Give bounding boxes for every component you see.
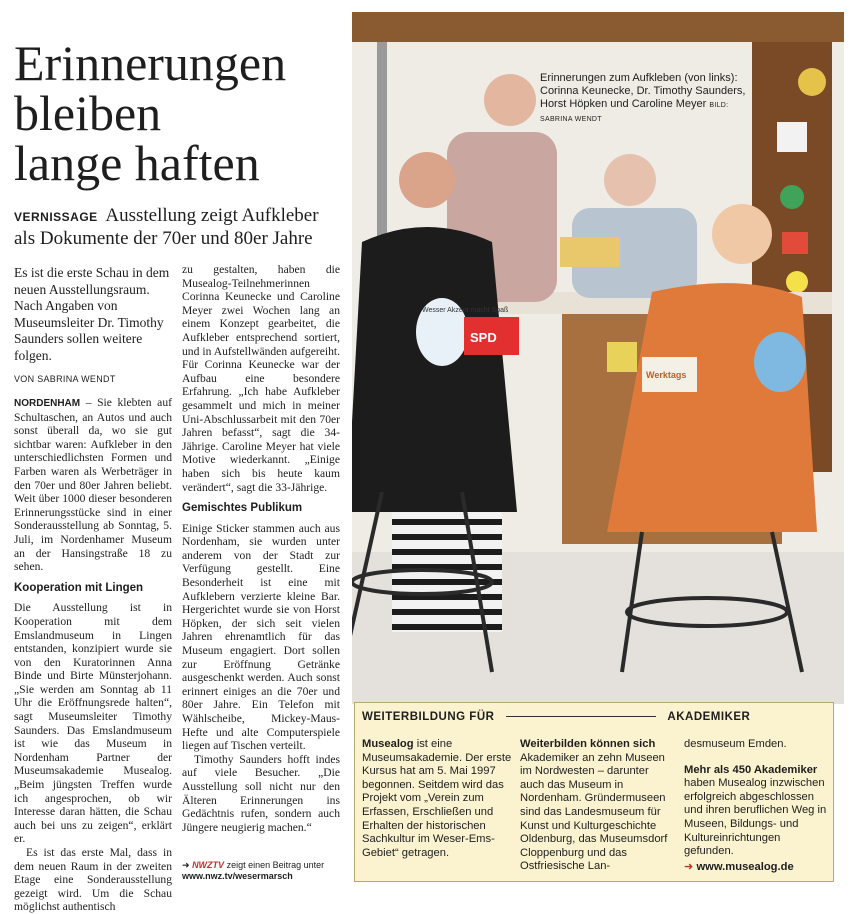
paragraph: Einige Sticker stammen auch aus Nordenham, sie wurden unter anderem von der Stadt zur Verfügung gestellt. Eine Besonderheit ist eine mit Aufklebern verzierte kleine Bar. Hergerichtet wurde sie von Horst Höpken, der sich seit vielen Jahren ehrenamtlich für das Museum engagiert. Dort sollen zur Eröffnung Getränke ausgeschenkt werden. Auch sonst erinnert einiges an die 70er und 80er Jahre. Ein Telefon mit Wählscheibe, Mickey-Maus-Hefte und alte Computerspiele liegen auf Tischen verteilt.: [182, 521, 340, 753]
paragraph: Timothy Saunders hofft indes auf viele Besucher. „Die Ausstellung soll nicht nur den Älteren Erinnerungen ins Gedächtnis rufen, sondern auch Jüngere neugierig machen.“: [182, 752, 340, 834]
arrow-icon: ➜: [182, 860, 190, 870]
info-link-row: [684, 861, 828, 875]
paragraph: Es ist das erste Mal, dass in dem neuen Raum in der zweiten Etage eine Sonderausstellung gezeigt wird. Um die Schau möglichst authentisch: [14, 846, 172, 914]
sticker-text: Werktags: [646, 370, 687, 380]
info-text: haben Musealog inzwischen erfolgreich abgeschlossen und ihren beruflichen Weg in Museen, Bildungs- und Kultureinrichtungen gefunden.: [684, 777, 827, 858]
info-lead: Mehr als 450 Akademiker: [684, 763, 818, 776]
kicker: VERNISSAGE: [14, 210, 98, 224]
paragraph-text: – Sie klebten auf Schultaschen, an Autos und auch sonst überall da, wo sie gut sichtbar waren: Aufkleber in den unterschiedlichsten Formen und Farben waren als Werbeträger in den 70er und 80er Jahren beliebt. Weit über 1000 dieser besonderen Erinnerungsstücke sind in einer Sonderausstellung ab Sonntag, 5. Juli, im Nordenhamer Museum an der Hansingstraße 18 zu sehen.: [14, 396, 172, 574]
section-heading: Gemischtes Publikum: [182, 502, 303, 515]
sticker-text: SPD: [470, 330, 497, 345]
info-text: Akademiker an zehn Museen im Nordwesten – darunter auch das Museum in Nordenham. Gründermuseen sind das Landesmuseum für Kunst und Kulturgeschichte Oldenburg, das Museumsdorf Cloppenburg und das Ostfriesische Lan-: [520, 751, 668, 873]
headline: [14, 35, 344, 191]
headline-line: bleiben: [14, 85, 162, 141]
byline: VON SABRINA WENDT: [14, 374, 116, 384]
info-box-column-2: [520, 738, 672, 874]
nwz-tv-link[interactable]: www.nwz.tv/wesermarsch: [182, 871, 293, 881]
caption-text: Erinnerungen zum Aufkleben (von links): Corinna Keunecke, Dr. Timothy Saunders, Horst Höpken und Caroline Meyer: [540, 72, 746, 110]
sticker-text: Wesser Akzent macht Spaß: [422, 307, 509, 314]
photo-caption: [540, 72, 760, 126]
info-box-title: [362, 711, 750, 723]
article-column-2: [182, 263, 340, 834]
section-heading: Kooperation mit Lingen: [14, 581, 144, 594]
bar-roof: [352, 12, 844, 42]
dateline: NORDENHAM: [14, 398, 81, 409]
photo-credit: BILD: SABRINA WENDT: [540, 102, 729, 123]
headline-line: lange haften: [14, 135, 260, 191]
paragraph: zu gestalten, haben die Musealog-Teilnehmerinnen Corinna Keunecke und Caroline Meyer zwei Wochen lang an einem Konzept gearbeitet, die Aufkleber entsprechend sortiert, und in Aufstellwänden aufgereiht. Für Corinna Keunecke war der Aufbau eine besondere Erfahrung. „Ich habe Aufkleber gesammelt und mich in meiner Uni-Abschlussarbeit mit den 70er Jahren befasst“, sagt die 34-Jährige. Caroline Meyer hat viele Motive wiederkannt. „Einige haben sich bis heute kaum verändert“, sagt die 33-Jährige.: [182, 263, 340, 494]
intro: Es ist die erste Schau in dem neuen Ausstellungsraum. Nach Angaben von Museumsleiter Dr. Timothy Saunders sollen weitere folgen.: [14, 265, 170, 363]
nwz-tv-text: zeigt einen Beitrag unter: [226, 860, 325, 870]
arrow-icon: ➜: [684, 860, 694, 873]
subheadline: [14, 205, 344, 250]
subheadline-text: Ausstellung zeigt Aufkleber als Dokumente der 70er und 80er Jahre: [14, 205, 319, 249]
nwz-tv-logo: NWZTV: [192, 860, 225, 870]
info-text: desmuseum Emden.: [684, 738, 787, 750]
paragraph: [14, 396, 172, 574]
article-column-1: [14, 396, 172, 914]
info-box-title-left: WEITERBILDUNG FÜR: [362, 711, 495, 723]
info-lead: Musealog: [362, 738, 414, 750]
info-box-title-right: AKADEMIKER: [667, 711, 751, 723]
headline-line: Erinnerungen: [14, 35, 287, 91]
paragraph: Die Ausstellung ist in Kooperation mit dem Emslandmuseum in Lingen entstanden, konzipiert wurde sie von den Kuratorinnen Anna Binde und Birte Münsterjohann. „Sie werden am Sonntag ab 11 Uhr die Eröffnungsrede halten“, sagt Museumsleiter Timothy Saunders. Das Emslandmuseum ist wie das Museum in Nordenham Partner der Museumsakademie Musealog. „Beim jüngsten Treffen wurde ich angesprochen, ob wir Interesse daran hätten, die Schau auch bei uns zu zeigen“, erklärt er.: [14, 601, 172, 846]
info-box-column-3: [684, 738, 828, 874]
info-lead: Weiterbilden können sich: [520, 738, 656, 750]
musealog-link[interactable]: www.musealog.de: [696, 860, 794, 873]
info-text: ist eine Museumsakademie. Der erste Kursus hat am 5. Mai 1997 begonnen. Seitdem wird das Projekt vom „Verein zum Erfassen, Erschließen und Erhalten der historischen Sachkultur im Weser-Ems-Gebiet“ getragen.: [362, 738, 512, 859]
info-box-column-1: [362, 738, 512, 860]
nwz-tv-reference: [182, 860, 352, 881]
